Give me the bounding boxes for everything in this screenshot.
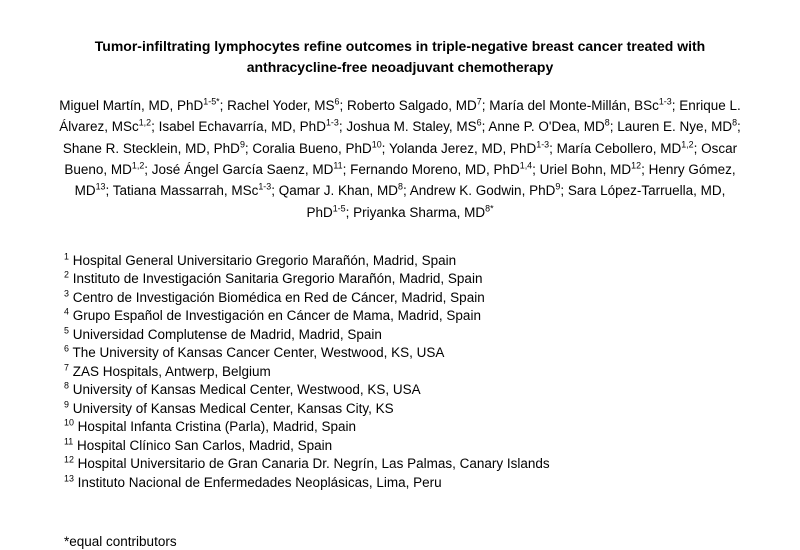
- author: Anne P. O'Dea, $MD^8$: [488, 117, 610, 135]
- author: Isabel Echavarría, MD, PhD$^{1-3}$: [158, 117, 339, 135]
- affiliation-item: $^7$ ZAS Hospitals, Antwerp, Belgium: [64, 362, 271, 379]
- author-affiliation-superscript: 8: [398, 181, 403, 192]
- author-affiliation-superscript: 6: [334, 96, 340, 107]
- author-list: Miguel Martín, MD, PhD$^{1-5*}$; Rachel Yoder, $MS^6$; Roberto Salgado, $MD^7$; María del Monte-Millán, BSc$^{1-3}$; Enrique L. Álvarez, MSc$^{1,2}$; Isabel Echavarría, MD, PhD$^{1-3}$; Joshua M. Staley, $MS^6$; Anne P. O'Dea, $MD^8$; Lauren E. Nye, $MD^8$; Shane R. Stecklein, MD, PhD$^9$; Coralia Bueno, PhD$^{10}$; Yolanda Jerez, MD, PhD$^{1-3}$; María Cebollero, MD$^{1,2}$; Oscar Bueno, MD$^{1,2}$; José Ángel García Saenz, MD$^{11}$; Fernando Moreno, MD, PhD$^{1,4}$; Uriel Bohn, MD$^{12}$; Henry Gómez, MD$^{13}$; Tatiana Massarrah, MSc$^{1-3}$; Qamar J. Khan, $MD^8$; Andrew K. Godwin, PhD$^9$; Sara López-Tarruella, MD, PhD$^{1-5}$; Priyanka Sharma, $MD^{8*}$: [59, 96, 741, 220]
- affiliation-item: $^9$ University of Kansas Medical Center, Kansas City, KS: [64, 399, 394, 416]
- author-affiliation-superscript: 10: [371, 139, 382, 150]
- author: Tatiana Massarrah, MSc$^{1-3}$: [112, 181, 272, 199]
- affiliation-item: $^5$ Universidad Complutense de Madrid, Madrid, Spain: [64, 325, 382, 342]
- author: Shane R. Stecklein, MD, PhD$^9$: [62, 139, 245, 156]
- affiliation-number: 8: [64, 380, 69, 391]
- author-affiliation-superscript: 1,4: [519, 160, 533, 171]
- affiliation-item: $^2$ Instituto de Investigación Sanitaria Gregorio Marañón, Madrid, Spain: [64, 269, 483, 287]
- affiliation-item: $^1$ Hospital General Universitario Gregorio Marañón, Madrid, Spain: [64, 251, 457, 268]
- affiliation-number: 6: [64, 343, 69, 354]
- affiliation-item: $^{13}$ Instituto Nacional de Enfermedades Neoplásicas, Lima, Peru: [64, 473, 442, 490]
- author: Fernando Moreno, MD, PhD$^{1,4}$: [350, 160, 533, 177]
- affiliation-number: 4: [64, 306, 69, 317]
- author: Miguel Martín, MD, PhD$^{1-5*}$: [59, 96, 220, 113]
- author-affiliation-superscript: 1-3: [325, 117, 339, 128]
- author-affiliation-superscript: 1,2: [138, 117, 152, 128]
- author-affiliation-superscript: 1-3: [258, 181, 272, 192]
- equal-contributors-note: *equal contributors: [64, 534, 177, 550]
- author-affiliation-superscript: 13: [95, 181, 106, 192]
- author-affiliation-superscript: 1,2: [681, 139, 694, 150]
- author: Yolanda Jerez, MD, PhD$^{1-3}$: [388, 139, 550, 156]
- affiliation-number: 13: [64, 473, 74, 484]
- affiliation-item: $^8$ University of Kansas Medical Center, Westwood, KS, USA: [64, 380, 421, 398]
- affiliation-item: $^3$ Centro de Investigación Biomédica en Red de Cáncer, Madrid, Spain: [64, 288, 485, 305]
- affiliation-number: 10: [64, 417, 74, 428]
- author-affiliation-superscript: 1-3: [536, 139, 550, 150]
- author-affiliation-superscript: 1,2: [131, 160, 145, 171]
- author: Uriel Bohn, MD$^{12}$: [539, 160, 642, 177]
- affiliation-list: [64, 252, 760, 492]
- author-affiliation-superscript: 1-3: [658, 96, 672, 107]
- author-affiliation-superscript: 8: [604, 117, 610, 128]
- author: Lauren E. Nye, $MD^8$: [617, 117, 738, 135]
- author: Coralia Bueno, PhD$^{10}$: [252, 139, 382, 156]
- author: Enrique L. Álvarez, MSc$^{1,2}$: [59, 98, 741, 135]
- affiliation-number: 7: [64, 362, 69, 373]
- affiliation-number: 3: [64, 288, 69, 299]
- author: María del Monte-Millán, BSc$^{1-3}$: [489, 96, 672, 113]
- affiliation-number: 11: [64, 436, 74, 447]
- author: Andrew K. Godwin, PhD$^9$: [409, 181, 561, 199]
- author: Joshua M. Staley, $MS^6$: [346, 117, 482, 135]
- author: Rachel Yoder, $MS^6$: [227, 96, 340, 113]
- author-affiliation-superscript: 1-5*: [203, 96, 220, 107]
- author: Oscar Bueno, MD$^{1,2}$: [64, 140, 738, 177]
- affiliation-item: $^4$ Grupo Español de Investigación en Cáncer de Mama, Madrid, Spain: [64, 306, 481, 324]
- author-affiliation-superscript: 12: [631, 160, 642, 171]
- affiliation-item: $^6$ The University of Kansas Cancer Center, Westwood, KS, USA: [64, 343, 445, 361]
- author-affiliation-superscript: 9: [239, 139, 245, 150]
- affiliation-item: $^{10}$ Hospital Infanta Cristina (Parla), Madrid, Spain: [64, 417, 357, 435]
- author-affiliation-superscript: 7: [476, 96, 482, 107]
- paper-title: Tumor-infiltrating lymphocytes refine outcomes in triple-negative breast cancer treated with anthracycline-free neoadjuvant chemotherapy: [94, 38, 706, 75]
- author-affiliation-superscript: 11: [333, 160, 343, 171]
- author-affiliation-superscript: 1-5: [332, 203, 346, 214]
- author: José Ángel García Saenz, MD$^{11}$: [151, 160, 343, 177]
- affiliation-number: 2: [64, 269, 69, 280]
- author: Priyanka Sharma, $MD^{8*}$: [353, 203, 494, 220]
- affiliation-number: 9: [64, 399, 69, 410]
- author: Qamar J. Khan, $MD^8$: [278, 181, 403, 199]
- author: Roberto Salgado, $MD^7$: [346, 96, 482, 113]
- affiliation-item: $^{12}$ Hospital Universitario de Gran Canaria Dr. Negrín, Las Palmas, Canary Islands: [64, 454, 550, 472]
- author: Henry Gómez, MD$^{13}$: [74, 161, 736, 199]
- author-affiliation-superscript: 9: [555, 181, 561, 192]
- affiliation-item: $^{11}$ Hospital Clínico San Carlos, Madrid, Spain: [64, 436, 333, 453]
- affiliation-number: 12: [64, 454, 74, 465]
- author-affiliation-superscript: 8*: [485, 203, 494, 214]
- affiliation-number: 5: [64, 325, 69, 336]
- author: Sara López-Tarruella, MD, PhD$^{1-5}$: [306, 183, 726, 220]
- author: María Cebollero, MD$^{1,2}$: [556, 139, 694, 156]
- author-affiliation-superscript: 6: [476, 117, 482, 128]
- affiliation-number: 1: [64, 251, 69, 262]
- author-affiliation-superscript: 8: [732, 117, 738, 128]
